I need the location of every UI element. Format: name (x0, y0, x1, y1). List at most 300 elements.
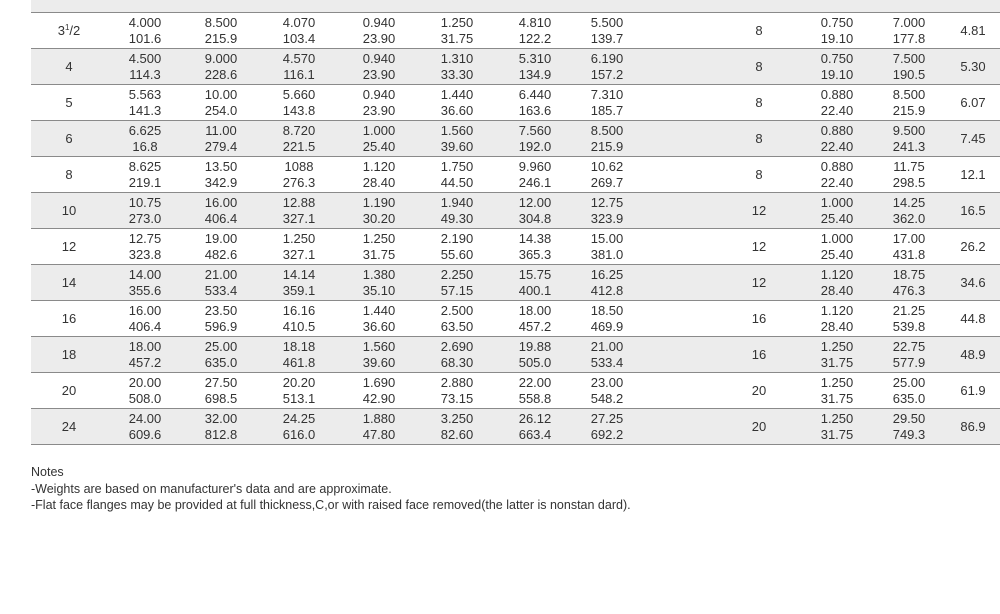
value-inch: 26.12 (518, 410, 552, 426)
dimension-cell (183, 13, 259, 49)
value-mm: 25.40 (820, 210, 854, 226)
value-inch: 1.440 (362, 302, 396, 318)
value-mm: 698.5 (204, 390, 238, 406)
table-row (31, 157, 1000, 193)
dimension-cell (419, 337, 495, 373)
value-inch (107, 0, 183, 3)
value-inch: 16.25 (590, 266, 624, 282)
spacer-cell (639, 265, 719, 301)
value-inch: 10.62 (590, 158, 624, 174)
bolt-holes-cell: 8 (719, 13, 799, 49)
dimension-cell (259, 0, 339, 13)
nominal-size-cell (31, 265, 107, 301)
value-mm: 25.40 (362, 138, 396, 154)
bolt-diameter-cell (799, 229, 875, 265)
value-inch (495, 0, 575, 3)
dimension-cell (495, 193, 575, 229)
value-inch: 9.500 (892, 122, 926, 138)
value-inch: 22.75 (892, 338, 926, 354)
weight-cell: 86.9 (943, 409, 1000, 445)
dimension-cell (419, 85, 495, 121)
value-mm: 114.3 (129, 66, 161, 82)
nominal-size-cell (31, 157, 107, 193)
value-mm: 749.3 (892, 426, 926, 442)
dimension-cell (183, 337, 259, 373)
value-inch: 22.00 (518, 374, 552, 390)
dimension-cell (575, 301, 639, 337)
value-mm: 192.0 (518, 138, 552, 154)
value-mm: 476.3 (892, 282, 926, 298)
dimension-cell (575, 49, 639, 85)
value-inch: 8.500 (590, 122, 624, 138)
dimension-cell (183, 409, 259, 445)
weight-cell: 26.2 (943, 229, 1000, 265)
bolt-diameter-cell (799, 0, 875, 13)
dimension-cell (419, 13, 495, 49)
value-inch: 19.88 (518, 338, 552, 354)
dimension-cell (339, 49, 419, 85)
value-mm: 28.40 (820, 282, 854, 298)
dimension-cell (575, 373, 639, 409)
value-mm: 22.40 (820, 174, 854, 190)
dimension-cell (419, 157, 495, 193)
dimension-cell (107, 49, 183, 85)
table-row (31, 301, 1000, 337)
dimension-cell (419, 301, 495, 337)
dimension-cell (575, 157, 639, 193)
value-mm: 22.40 (820, 138, 854, 154)
value-inch: 11.00 (205, 122, 237, 138)
value-mm: 103.4 (282, 30, 316, 46)
value-inch: 1.560 (440, 122, 474, 138)
bolt-circle-cell (875, 0, 943, 13)
dimension-cell (339, 373, 419, 409)
value-inch: 14.00 (128, 266, 162, 282)
value-inch: 12.88 (282, 194, 316, 210)
value-mm: 25.40 (820, 246, 854, 262)
bolt-holes-cell: 12 (719, 265, 799, 301)
value-inch: 8.720 (282, 122, 316, 138)
bolt-circle-cell (875, 85, 943, 121)
bolt-circle-cell (875, 409, 943, 445)
value-inch: 8.625 (128, 158, 162, 174)
dimension-cell (107, 157, 183, 193)
dimension-cell (259, 85, 339, 121)
value-inch (339, 0, 419, 3)
value-mm: 457.2 (128, 354, 162, 370)
value-mm: 304.8 (518, 210, 552, 226)
value-inch: 14.38 (518, 230, 552, 246)
value-mm: 55.60 (440, 246, 474, 262)
value-mm: 406.4 (128, 318, 162, 334)
dimension-cell (259, 265, 339, 301)
dimension-cell (107, 265, 183, 301)
nominal-size: 4 (65, 59, 73, 74)
spacer-cell (639, 0, 719, 13)
dimension-cell (339, 301, 419, 337)
value-inch: 13.50 (204, 158, 238, 174)
value-mm: 134.9 (518, 66, 552, 82)
dimension-cell (183, 265, 259, 301)
table-row (31, 373, 1000, 409)
value-inch: 5.660 (282, 86, 316, 102)
nominal-size-cell (31, 301, 107, 337)
bolt-holes-cell: 8 (719, 157, 799, 193)
value-inch: 27.25 (590, 410, 624, 426)
bolt-circle-cell (875, 265, 943, 301)
value-inch: 10.00 (204, 86, 238, 102)
flange-dimensions-table (31, 0, 1000, 445)
nominal-size-cell (31, 373, 107, 409)
value-inch: 0.880 (820, 86, 854, 102)
value-mm: 82.60 (440, 426, 474, 442)
value-inch: 0.940 (362, 50, 396, 66)
value-inch: 1.120 (362, 158, 396, 174)
value-mm: 558.8 (518, 390, 552, 406)
value-inch: 18.50 (590, 302, 624, 318)
dimension-cell (259, 157, 339, 193)
value-inch: 0.940 (362, 14, 396, 30)
table-row (31, 337, 1000, 373)
value-inch (419, 0, 495, 3)
value-inch: 2.190 (440, 230, 474, 246)
value-inch (799, 0, 875, 3)
spacer-cell (639, 229, 719, 265)
value-inch: 7.500 (892, 50, 926, 66)
dimension-cell (107, 337, 183, 373)
notes-section (31, 464, 631, 514)
value-mm: 215.9 (204, 30, 238, 46)
value-mm: 16.8 (132, 138, 158, 154)
notes-title: Notes (31, 465, 64, 479)
table-row (31, 229, 1000, 265)
nominal-size-cell (31, 85, 107, 121)
nominal-size: 12 (61, 239, 77, 254)
value-inch: 23.50 (204, 302, 238, 318)
nominal-size-cell (31, 229, 107, 265)
nominal-size-cell (31, 409, 107, 445)
nominal-size-cell (31, 0, 107, 13)
value-mm: 42.90 (362, 390, 396, 406)
value-mm: 19.10 (820, 30, 854, 46)
value-inch: 18.00 (128, 338, 162, 354)
dimension-cell (259, 49, 339, 85)
bolt-diameter-cell (799, 409, 875, 445)
nominal-size: 5 (65, 95, 73, 110)
value-mm: 30.20 (362, 210, 396, 226)
value-inch: 14.25 (892, 194, 926, 210)
value-mm: 31.75 (820, 354, 854, 370)
bolt-diameter-cell (799, 13, 875, 49)
value-mm: 533.4 (204, 282, 238, 298)
table-row (31, 121, 1000, 157)
value-mm: 28.40 (362, 174, 396, 190)
value-mm: 190.5 (892, 66, 926, 82)
nominal-size-cell (31, 49, 107, 85)
value-mm: 157.2 (590, 66, 624, 82)
dimension-cell (575, 13, 639, 49)
value-inch: 0.750 (820, 50, 854, 66)
value-inch: 1.250 (282, 230, 316, 246)
value-mm: 577.9 (892, 354, 926, 370)
nominal-size: 10 (61, 203, 77, 218)
dimension-cell (107, 121, 183, 157)
value-inch: 0.940 (362, 86, 396, 102)
value-inch: 6.625 (128, 122, 162, 138)
value-mm: 28.40 (820, 318, 854, 334)
value-mm: 49.30 (440, 210, 474, 226)
value-inch: 1.750 (440, 158, 474, 174)
value-mm: 609.6 (128, 426, 162, 442)
table-row (31, 409, 1000, 445)
dimension-cell (419, 0, 495, 13)
value-inch: 4.810 (518, 14, 552, 30)
value-inch: 7.560 (518, 122, 552, 138)
value-mm: 221.5 (282, 138, 316, 154)
value-mm: 23.90 (362, 102, 396, 118)
value-mm: 412.8 (590, 282, 624, 298)
table-row (31, 193, 1000, 229)
value-inch: 1.250 (440, 14, 474, 30)
value-mm: 663.4 (518, 426, 552, 442)
bolt-diameter-cell (799, 121, 875, 157)
bolt-diameter-cell (799, 301, 875, 337)
bolt-holes-cell: 8 (719, 49, 799, 85)
value-mm: 812.8 (204, 426, 238, 442)
value-inch: 0.750 (820, 14, 854, 30)
value-inch: 1.440 (440, 86, 474, 102)
dimension-cell (259, 409, 339, 445)
nominal-size: 18 (61, 347, 77, 362)
value-inch: 27.50 (204, 374, 238, 390)
value-inch (183, 0, 259, 3)
value-inch: 2.250 (440, 266, 474, 282)
value-inch: 2.690 (440, 338, 474, 354)
dimension-cell (575, 265, 639, 301)
value-mm: 406.4 (204, 210, 238, 226)
value-mm: 381.0 (590, 246, 624, 262)
value-inch: 1.120 (820, 266, 854, 282)
bolt-holes-cell: 16 (719, 301, 799, 337)
value-inch: 24.25 (282, 410, 316, 426)
dimension-cell (419, 229, 495, 265)
value-mm: 323.8 (128, 246, 162, 262)
value-mm: 31.75 (362, 246, 396, 262)
nominal-size: 24 (61, 419, 77, 434)
value-mm: 19.10 (820, 66, 854, 82)
nominal-size-cell (31, 337, 107, 373)
value-inch: 7.310 (590, 86, 624, 102)
dimension-cell (419, 49, 495, 85)
value-inch: 1.250 (362, 230, 396, 246)
note-line-flat-face: -Flat face flanges may be provided at full thickness,C,or with raised face removed(the latter is nonstan dard). (31, 498, 631, 512)
value-mm: 36.60 (440, 102, 474, 118)
dimension-cell (575, 85, 639, 121)
value-inch: 29.50 (892, 410, 926, 426)
value-inch: 5.563 (128, 86, 162, 102)
bolt-circle-cell (875, 193, 943, 229)
value-inch: 12.00 (518, 194, 552, 210)
nominal-size: 16 (61, 311, 77, 326)
dimension-cell (259, 337, 339, 373)
bolt-holes-cell: 8 (719, 85, 799, 121)
value-inch: 1.120 (820, 302, 854, 318)
value-inch: 1.250 (820, 410, 854, 426)
spacer-cell (639, 121, 719, 157)
value-mm: 539.8 (892, 318, 926, 334)
value-mm: 57.15 (440, 282, 474, 298)
value-mm: 323.9 (590, 210, 624, 226)
dimension-cell (339, 409, 419, 445)
dimension-cell (575, 0, 639, 13)
value-inch: 1.000 (362, 122, 396, 138)
value-inch (875, 0, 943, 3)
bolt-holes-cell: 16 (719, 337, 799, 373)
value-inch: 17.00 (892, 230, 926, 246)
value-inch: 4.570 (282, 50, 316, 66)
weight-cell: 48.9 (943, 337, 1000, 373)
dimension-cell (495, 0, 575, 13)
value-inch: 1.000 (820, 230, 854, 246)
dimension-cell (107, 0, 183, 13)
value-inch: 3.250 (440, 410, 474, 426)
value-mm: 36.60 (362, 318, 396, 334)
dimension-cell (339, 229, 419, 265)
bolt-diameter-cell (799, 157, 875, 193)
dimension-cell (339, 13, 419, 49)
value-inch: 7.000 (892, 14, 926, 30)
value-mm: 533.4 (590, 354, 624, 370)
dimension-cell (183, 373, 259, 409)
value-mm: 101.6 (128, 30, 162, 46)
value-inch: 1.880 (362, 410, 396, 426)
table-row (31, 265, 1000, 301)
dimension-cell (339, 157, 419, 193)
value-inch: 19.00 (204, 230, 238, 246)
dimension-cell (259, 193, 339, 229)
dimension-cell (259, 373, 339, 409)
spacer-cell (639, 373, 719, 409)
dimension-cell (419, 193, 495, 229)
value-inch: 6.440 (518, 86, 552, 102)
dimension-cell (107, 85, 183, 121)
value-mm: 47.80 (362, 426, 396, 442)
dimension-cell (419, 265, 495, 301)
dimension-cell (495, 409, 575, 445)
value-inch: 4.000 (128, 14, 162, 30)
weight-cell: 44.8 (943, 301, 1000, 337)
value-inch: 4.070 (282, 14, 316, 30)
dimension-cell (339, 85, 419, 121)
dimension-cell (575, 409, 639, 445)
dimension-cell (339, 193, 419, 229)
value-mm: 31.75 (440, 30, 474, 46)
bolt-holes-cell: 12 (719, 229, 799, 265)
value-inch: 4.500 (128, 50, 162, 66)
value-mm: 431.8 (892, 246, 926, 262)
dimension-cell (183, 301, 259, 337)
value-mm: 219.1 (128, 174, 162, 190)
value-mm: 139.7 (590, 30, 624, 46)
dimension-cell (107, 301, 183, 337)
value-inch: 32.00 (204, 410, 238, 426)
table-body (31, 0, 1000, 445)
value-mm: 116.1 (283, 66, 315, 82)
value-inch: 1.250 (820, 374, 854, 390)
value-mm: 635.0 (204, 354, 238, 370)
bolt-diameter-cell (799, 337, 875, 373)
value-mm: 228.6 (204, 66, 238, 82)
value-mm: 185.7 (590, 102, 624, 118)
spacer-cell (639, 337, 719, 373)
bolt-diameter-cell (799, 193, 875, 229)
value-mm: 31.75 (820, 390, 854, 406)
dimension-cell (259, 121, 339, 157)
value-inch: 2.500 (440, 302, 474, 318)
dimension-cell (575, 229, 639, 265)
value-mm: 279.4 (204, 138, 238, 154)
note-line-weights: -Weights are based on manufacturer's data and are approximate. (31, 481, 392, 496)
spacer-cell (639, 409, 719, 445)
value-mm: 246.1 (518, 174, 552, 190)
bolt-diameter-cell (799, 373, 875, 409)
value-inch: 1.690 (362, 374, 396, 390)
value-mm: 39.60 (362, 354, 396, 370)
value-inch: 21.25 (892, 302, 926, 318)
value-mm: 298.5 (892, 174, 926, 190)
value-mm: 273.0 (128, 210, 162, 226)
dimension-cell (495, 373, 575, 409)
dimension-cell (183, 229, 259, 265)
value-mm: 616.0 (282, 426, 316, 442)
dimension-cell (259, 13, 339, 49)
value-mm: 143.8 (282, 102, 316, 118)
dimension-cell (495, 157, 575, 193)
value-mm: 215.9 (892, 102, 926, 118)
dimension-cell (339, 0, 419, 13)
value-inch: 2.880 (440, 374, 474, 390)
value-mm: 342.9 (204, 174, 238, 190)
value-mm: 410.5 (282, 318, 316, 334)
weight-cell: 5.30 (943, 49, 1000, 85)
spacer-cell (639, 301, 719, 337)
value-inch: 1.000 (820, 194, 854, 210)
spacer-cell (639, 13, 719, 49)
value-mm: 400.1 (518, 282, 552, 298)
dimension-cell (575, 337, 639, 373)
dimension-cell (107, 13, 183, 49)
value-inch: 25.00 (204, 338, 238, 354)
dimension-cell (495, 229, 575, 265)
value-mm: 457.2 (518, 318, 552, 334)
bolt-holes-cell: 12 (719, 193, 799, 229)
value-mm: 269.7 (590, 174, 624, 190)
dimension-cell (183, 85, 259, 121)
dimension-cell (339, 265, 419, 301)
table-row (31, 13, 1000, 49)
value-inch: 18.00 (518, 302, 552, 318)
value-mm: 35.10 (362, 282, 396, 298)
spacer-cell (639, 49, 719, 85)
weight-cell: 6.07 (943, 85, 1000, 121)
dimension-cell (107, 229, 183, 265)
value-mm: 122.2 (518, 30, 552, 46)
value-inch: 1088 (284, 158, 314, 174)
bolt-circle-cell (875, 301, 943, 337)
value-mm: 362.0 (892, 210, 926, 226)
value-mm: 461.8 (282, 354, 316, 370)
weight-cell: 4.81 (943, 13, 1000, 49)
